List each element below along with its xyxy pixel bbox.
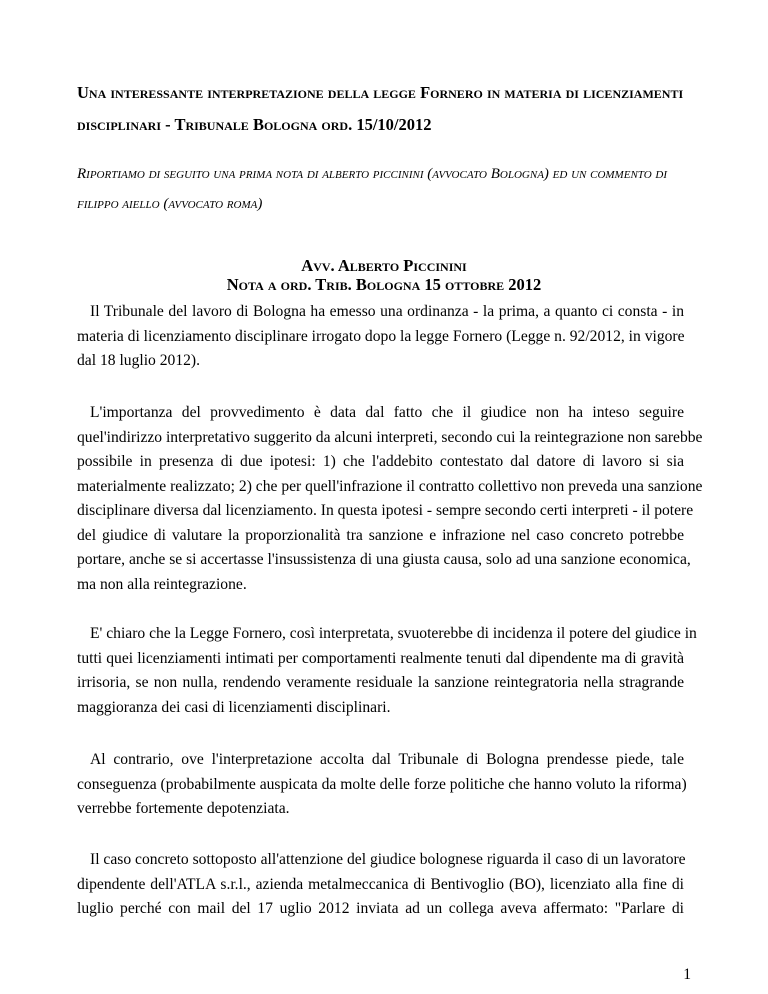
paragraph-line: Il caso concreto sottoposto all'attenzione del giudice bolognese riguarda il caso di un lavoratore (90, 851, 686, 868)
document-title-line-2: disciplinari - Tribunale Bologna ord. 15/10/2012 (77, 115, 432, 134)
paragraph-line: Il Tribunale del lavoro di Bologna ha emesso una ordinanza - la prima, a quanto ci consta - in (90, 303, 684, 320)
paragraph-line: maggioranza dei casi di licenziamenti disciplinari. (77, 698, 391, 716)
paragraph-4 (77, 748, 687, 822)
paragraph-line: L'importanza del provvedimento è data dal fatto che il giudice non ha inteso seguire (90, 404, 684, 421)
paragraph-line: Al contrario, ove l'interpretazione accolta dal Tribunale di Bologna prendesse piede, tale (90, 751, 684, 768)
paragraph-line: luglio perché con mail del 17 uglio 2012 inviata ad un collega aveva affermato: "Parlare di (77, 900, 684, 917)
note-heading: Nota a ord. Trib. Bologna 15 ottobre 2012 (226, 275, 542, 294)
paragraph-line: disciplinare diversa dal licenziamento. In questa ipotesi - sempre secondo certi interpreti - il potere (77, 502, 694, 519)
paragraph-line: tutti quei licenziamenti intimati per comportamenti realmente tenuti dal dipendente ma di gravità (77, 649, 684, 667)
paragraph-line: dal 18 luglio 2012). (77, 352, 201, 369)
paragraph-line: dipendente dell'ATLA s.r.l., azienda metalmeccanica di Bentivoglio (BO), licenziato alla fine di (77, 875, 684, 893)
document-subtitle-line-2: filippo aiello (avvocato roma) (77, 196, 263, 212)
paragraph-line: portare, anche se si accertasse l'insussistenza di una giusta causa, solo ad una sanzione economica, (77, 551, 691, 568)
page-number: 1 (683, 966, 691, 983)
paragraph-line: verrebbe fortemente depotenziata. (77, 800, 290, 817)
paragraph-line: E' chiaro che la Legge Fornero, così interpretata, svuoterebbe di incidenza il potere del giudice in (90, 625, 697, 642)
paragraph-line: ma non alla reintegrazione. (77, 575, 247, 593)
paragraph-1 (77, 300, 684, 374)
paragraph-line: possibile in presenza di due ipotesi: 1) che l'addebito contestato dal datore di lavoro si sia (77, 453, 684, 470)
paragraph-line: materialmente realizzato; 2) che per quell'infrazione il contratto collettivo non preveda una sanzione (77, 477, 703, 495)
author-heading: Avv. Alberto Piccinini (301, 256, 467, 275)
paragraph-line: materia di licenziamento disciplinare irrogato dopo la legge Fornero (Legge n. 92/2012, in vigore (77, 327, 685, 345)
paragraph-line: del giudice di valutare la proporzionalità tra sanzione e infrazione nel caso concreto potrebbe (77, 526, 684, 544)
paragraph-3 (77, 622, 697, 720)
paragraph-line: irrisoria, se non nulla, rendendo veramente residuale la sanzione reintegratoria nella stragrande (77, 674, 684, 691)
paragraph-line: quel'indirizzo interpretativo suggerito da alcuni interpreti, secondo cui la reintegrazione non sarebbe (77, 428, 703, 446)
paragraph-line: conseguenza (probabilmente auspicata da molte delle forze politiche che hanno voluto la riforma) (77, 775, 687, 793)
document-subtitle-line-1: Riportiamo di seguito una prima nota di alberto piccinini (avvocato Bologna) ed un commento di (77, 166, 667, 182)
paragraph-5 (77, 848, 684, 922)
paragraph-2 (77, 401, 703, 597)
document-title-line-1: Una interessante interpretazione della legge Fornero in materia di licenziamenti (77, 83, 684, 102)
